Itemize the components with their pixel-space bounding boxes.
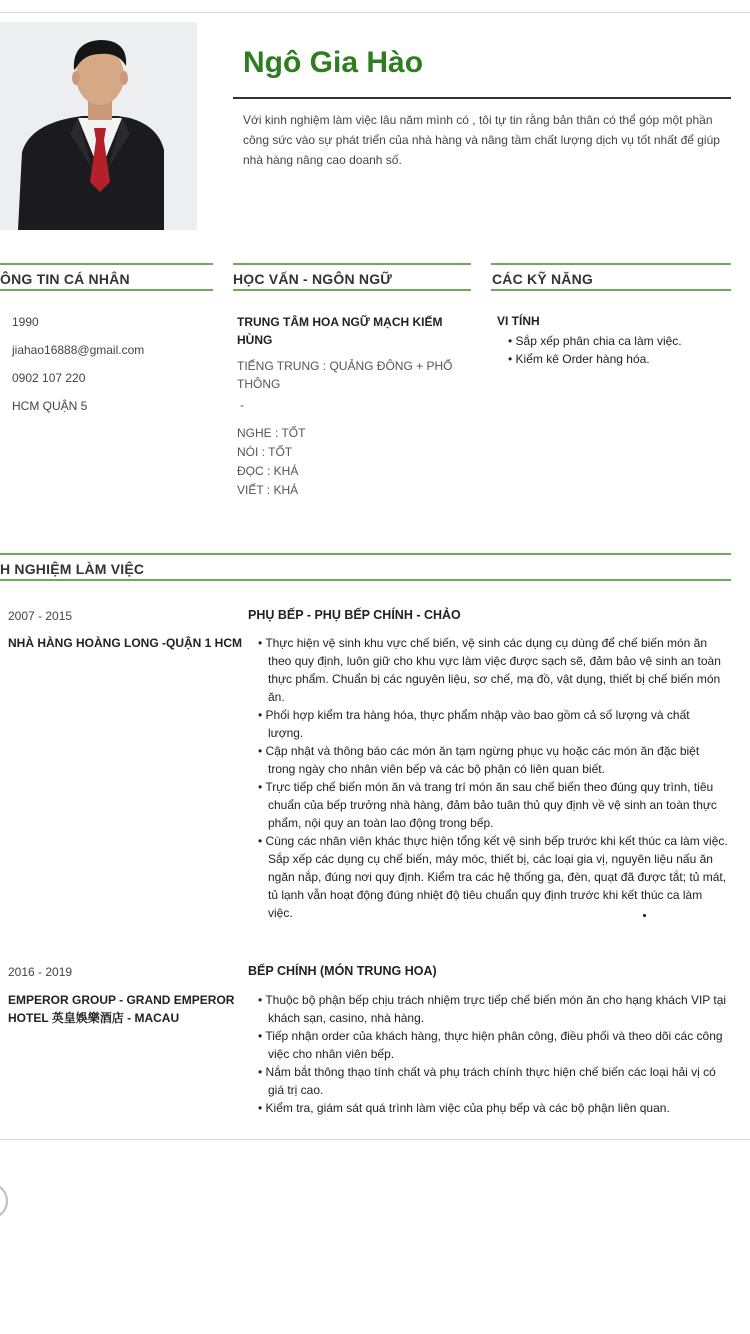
profile-photo — [0, 22, 197, 230]
list-item: • Cập nhật và thông báo các món ăn tạm ngừng phục vụ hoặc các món ăn đặc biệt trong ngày cho nhân viên bếp và các bộ phận có liên quan biết. — [258, 742, 728, 778]
candidate-name: Ngô Gia Hào — [243, 46, 424, 79]
section-experience: H NGHIỆM LÀM VIỆC — [0, 561, 145, 577]
education-language: TIẾNG TRUNG : QUẢNG ĐÔNG + PHỔ THÔNG — [237, 359, 453, 391]
list-item: • Nắm bắt thông thạo tính chất và phụ trách chính thực hiện chế biến các loại hải vị có giá trị cao. — [258, 1063, 728, 1099]
section-skills: CÁC KỸ NĂNG — [492, 271, 593, 287]
list-item: • Kiểm tra, giám sát quá trình làm việc của phụ bếp và các bộ phận liên quan. — [258, 1099, 728, 1117]
job-period: 2016 - 2019 — [8, 965, 73, 979]
job-title: PHỤ BẾP - PHỤ BẾP CHÍNH - CHẢO — [248, 608, 461, 622]
list-item: • Thuộc bộ phận bếp chịu trách nhiệm trực tiếp chế biến món ăn cho hạng khách VIP tại khách sạn, casino, nhà hàng. — [258, 991, 728, 1027]
language-speaking: NÓI : TỐT — [237, 445, 293, 459]
name-underline — [233, 97, 731, 99]
skills-rule-bottom — [491, 289, 731, 291]
profile-summary: Với kinh nghiệm làm việc lâu năm mình có , tôi tự tin rằng bản thân có thể góp một phần công sức vào sự phát triển của nhà hàng và nâng tầm chất lượng dịch vụ tốt nhất để giúp nhà hàng nâng cao doanh số. — [243, 113, 720, 167]
language-listening: NGHE : TỐT — [237, 426, 306, 440]
personal-rule-bottom — [0, 289, 213, 291]
section-education: HỌC VẤN - NGÔN NGỮ — [233, 271, 393, 287]
experience-rule-top — [0, 553, 731, 555]
email: jiahao16888@gmail.com — [12, 343, 145, 357]
list-item: • Sắp xếp phân chia ca làm việc. — [508, 332, 682, 350]
list-item: • Tiếp nhận order của khách hàng, thực hiện phân công, điều phối và theo dõi các công việc cho nhân viên bếp. — [258, 1027, 728, 1063]
stray-dot — [643, 914, 646, 917]
phone: 0902 107 220 — [12, 371, 86, 385]
job-company: EMPEROR GROUP - GRAND EMPEROR HOTEL 英皇娛樂酒店 - MACAU — [8, 993, 235, 1025]
education-rule-top — [233, 263, 471, 265]
list-item: • Trực tiếp chế biến món ăn và trang trí món ăn sau chế biến theo đúng quy trình, tiêu chuẩn của bếp trưởng nhà hàng, đảm bảo tuân thủ quy định về vệ sinh an toàn thực phẩm, nội quy an toàn lao động trong bếp. — [258, 778, 728, 832]
skills-list — [508, 332, 682, 368]
language-reading: ĐỌC : KHÁ — [237, 464, 299, 478]
job-title: BẾP CHÍNH (MÓN TRUNG HOA) — [248, 964, 437, 978]
list-item: • Thực hiện vệ sinh khu vực chế biến, vệ sinh các dụng cụ dùng để chế biến món ăn theo quy định, luôn giữ cho khu vực làm việc được sạch sẽ, đảm bảo vệ sinh an toàn thực phẩm. Chuẩn bị các nguyên liệu, sơ chế, mạ đồ, vật dụng, thiết bị chế biến món ăn. — [258, 634, 728, 706]
job-duties — [258, 634, 728, 922]
list-item: • Cùng các nhân viên khác thực hiện tổng kết vệ sinh bếp trước khi kết thúc ca làm việc. Sắp xếp các dụng cụ chế biến, máy móc, thiết bị, các loại gia vị, nguyên liệu nấu ăn ngăn nắp, đúng nơi quy định. Kiểm tra các hệ thống ga, đèn, quạt đã được tắt; tủ mát, tủ lạnh vẫn hoạt động đúng nhiệt độ tiêu chuẩn quy định trước khi kết thúc ca làm việc. — [258, 832, 728, 922]
job-period: 2007 - 2015 — [8, 609, 73, 623]
job-company: NHÀ HÀNG HOÀNG LONG -QUẬN 1 HCM — [8, 636, 242, 650]
job-duties — [258, 991, 728, 1117]
list-item: • Kiểm kê Order hàng hóa. — [508, 350, 682, 368]
education-school: TRUNG TÂM HOA NGỮ MẠCH KIẾM HÙNG — [237, 315, 443, 347]
language-writing: VIẾT : KHÁ — [237, 483, 299, 497]
education-separator: - — [240, 398, 244, 412]
skills-rule-top — [491, 263, 731, 265]
address: HCM QUẬN 5 — [12, 399, 88, 413]
experience-rule-bottom — [0, 579, 731, 581]
birth-year: 1990 — [12, 315, 39, 329]
section-personal-info: ÔNG TIN CÁ NHÂN — [0, 271, 130, 287]
education-rule-bottom — [233, 289, 471, 291]
page-bottom-divider — [0, 1139, 750, 1140]
top-divider — [0, 12, 750, 13]
list-item: • Phối hợp kiểm tra hàng hóa, thực phẩm nhập vào bao gồm cả số lượng và chất lượng. — [258, 706, 728, 742]
personal-rule-top — [0, 263, 213, 265]
scroll-handle[interactable] — [0, 1183, 8, 1219]
skills-title: VI TÍNH — [497, 314, 540, 328]
